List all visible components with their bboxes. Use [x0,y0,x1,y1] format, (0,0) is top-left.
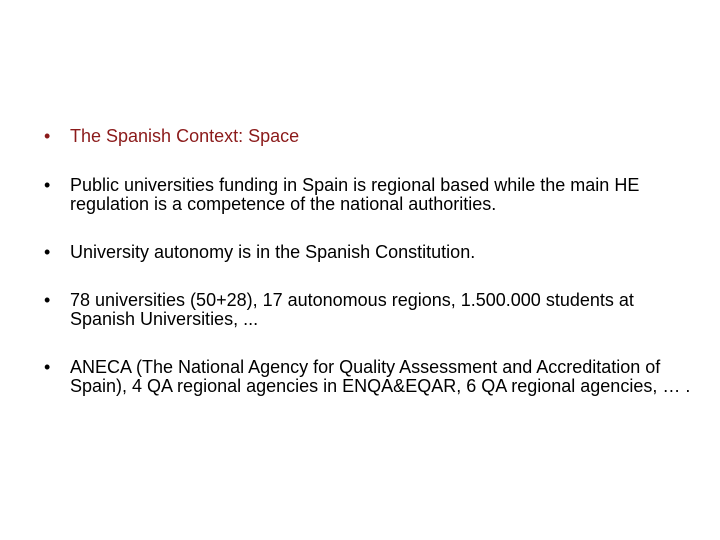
bullet-text-autonomy: University autonomy is in the Spanish Constitution. [70,242,476,262]
bullet-item-aneca [42,358,692,396]
bullet-text-universities: 78 universities (50+28), 17 autonomous regions, 1.500.000 students at Spanish Universities, ... [70,290,634,329]
bullet-dot-icon: • [44,242,51,262]
bullet-list [42,127,692,396]
bullet-text-funding: Public universities funding in Spain is regional based while the main HE regulation is a competence of the national authorities. [70,175,640,214]
heading-text: The Spanish Context: Space [70,126,300,146]
bullet-item-funding [42,176,692,214]
bullet-dot-icon: • [44,357,51,377]
bullet-text-aneca: ANECA (The National Agency for Quality Assessment and Accreditation of Spain), 4 QA regional agencies in ENQA&EQAR, 6 QA regional agencies, … . [70,357,691,396]
bullet-item-universities [42,291,692,329]
bullet-dot-icon: • [44,290,51,310]
bullet-dot-icon: • [44,175,51,195]
bullet-item-autonomy [42,243,692,262]
bullet-item-heading [42,127,692,146]
bullet-dot-icon: • [44,126,51,146]
